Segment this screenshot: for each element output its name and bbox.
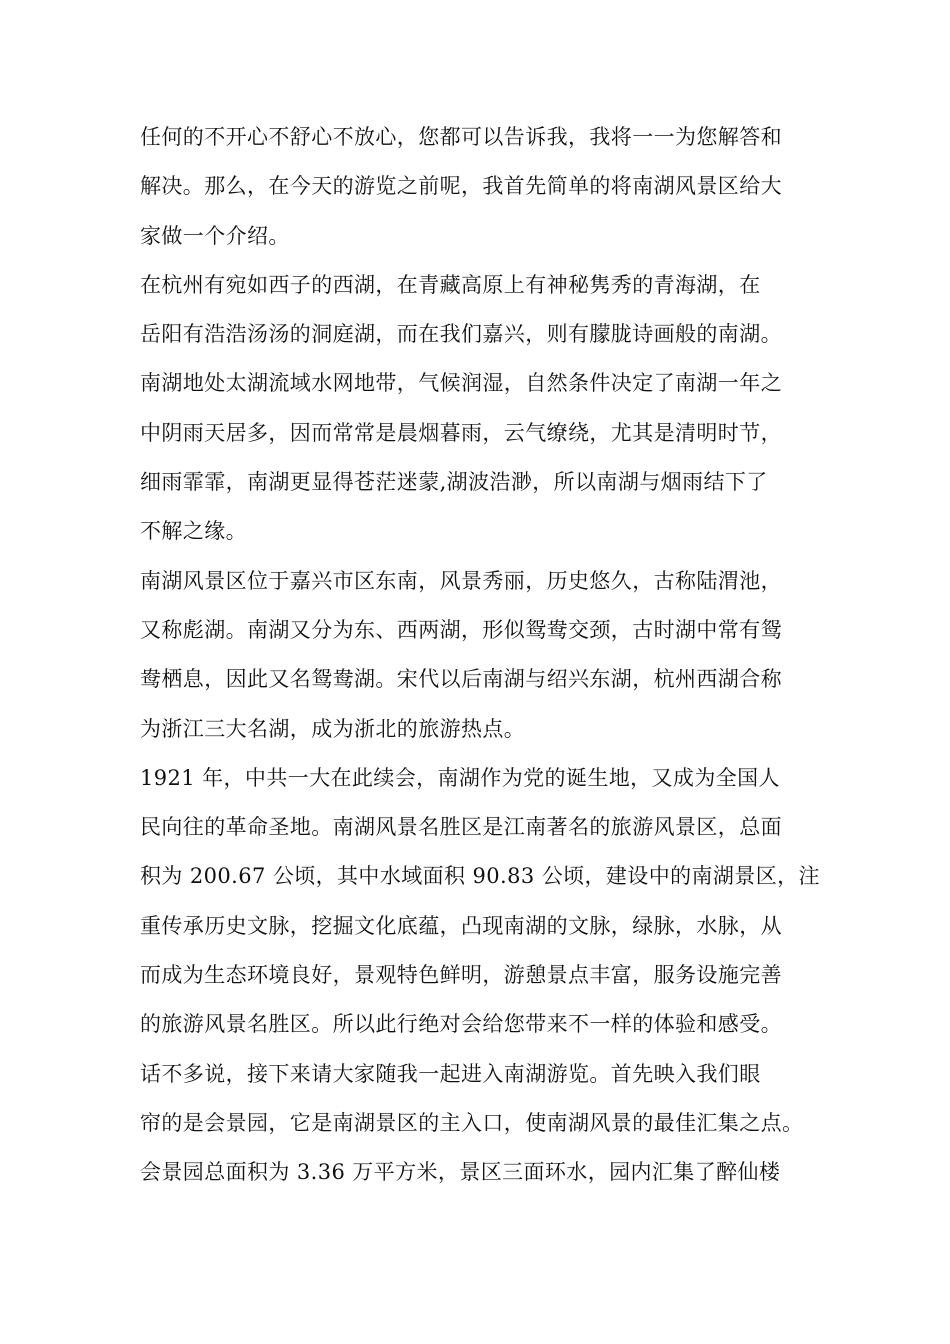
text-line: 细雨霏霏，南湖更显得苍茫迷蒙,湖波浩渺，所以南湖与烟雨结下了	[140, 470, 768, 495]
text-line: 任何的不开心不舒心不放心，您都可以告诉我，我将一一为您解答和	[140, 125, 782, 149]
text-line: 中阴雨天居多，因而常常是晨烟暮雨，云气缭绕，尤其是清明时节，	[140, 420, 782, 445]
body-text	[140, 113, 820, 1198]
text-line: 解决。那么，在今天的游览之前呢，我首先简单的将南湖风景区给大	[140, 174, 782, 199]
text-line: 鸯栖息，因此又名鸳鸯湖。宋代以后南湖与绍兴东湖，杭州西湖合称	[140, 667, 782, 692]
text-line: 又称彪湖。南湖又分为东、西两湖，形似鸳鸯交颈，古时湖中常有鸳	[140, 617, 782, 642]
text-line: 的旅游风景名胜区。所以此行绝对会给您带来不一样的体验和感受。	[140, 1012, 782, 1037]
text-line: 而成为生态环境良好，景观特色鲜明，游憩景点丰富，服务设施完善	[140, 963, 782, 988]
text-line: 为浙江三大名湖，成为浙北的旅游热点。	[140, 716, 526, 741]
text-line: 积为 200.67 公顷，其中水域面积 90.83 公顷，建设中的南湖景区，注	[140, 864, 820, 889]
text-line: 重传承历史文脉，挖掘文化底蕴，凸现南湖的文脉，绿脉，水脉，从	[140, 913, 782, 938]
text-line: 南湖地处太湖流域水网地带，气候润湿，自然条件决定了南湖一年之	[140, 371, 782, 396]
text-line: 会景园总面积为 3.36 万平方米，景区三面环水，园内汇集了醉仙楼	[140, 1160, 781, 1185]
text-line: 不解之缘。	[140, 519, 247, 544]
text-line: 南湖风景区位于嘉兴市区东南，风景秀丽，历史悠久，古称陆渭池，	[140, 568, 782, 593]
text-line: 话不多说，接下来请大家随我一起进入南湖游览。首先映入我们眼	[140, 1061, 761, 1086]
text-line: 家做一个介绍。	[140, 223, 290, 248]
text-line: 岳阳有浩浩汤汤的洞庭湖，而在我们嘉兴，则有朦胧诗画般的南湖。	[140, 322, 782, 347]
text-line: 民向往的革命圣地。南湖风景名胜区是江南著名的旅游风景区，总面	[140, 815, 782, 840]
text-line: 帘的是会景园，它是南湖景区的主入口，使南湖风景的最佳汇集之点。	[140, 1110, 804, 1135]
text-line: 1921 年，中共一大在此续会，南湖作为党的诞生地，又成为全国人	[140, 765, 780, 790]
text-line: 在杭州有宛如西子的西湖，在青藏高原上有神秘隽秀的青海湖，在	[140, 272, 761, 297]
